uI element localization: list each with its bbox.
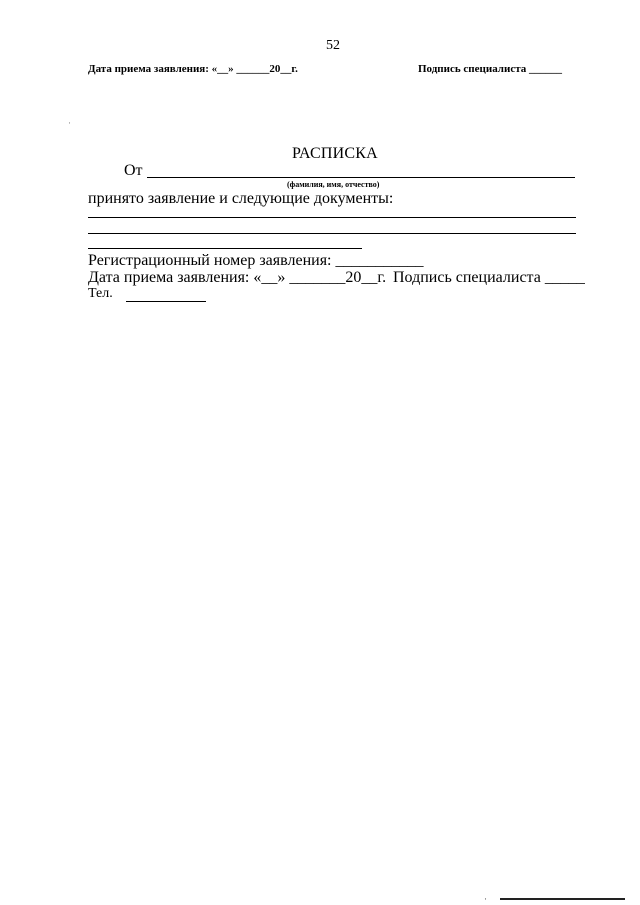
from-label: От: [124, 162, 143, 179]
from-name-line: [147, 177, 575, 178]
receipt-date-text: Дата приема заявления: «__» _______20__г.: [88, 269, 387, 286]
receipt-signature-text: Подпись специалиста _____: [393, 269, 585, 286]
header-signature-text: Подпись специалиста ______: [418, 63, 562, 75]
accepted-documents-label: принято заявление и следующие документы:: [88, 190, 394, 207]
bottom-scan-mark: [500, 898, 625, 900]
phone-line: [126, 301, 206, 302]
documents-line-1: [88, 217, 576, 218]
from-name-hint: (фамилия, имя, отчество): [287, 180, 380, 189]
margin-mark: ·: [68, 118, 71, 128]
page-number: 52: [326, 38, 340, 53]
documents-line-3: [88, 248, 362, 249]
documents-line-2: [88, 233, 576, 234]
receipt-title: РАСПИСКА: [292, 145, 378, 162]
bottom-scan-dot: ·: [484, 894, 487, 904]
phone-label: Тел.: [88, 286, 113, 301]
header-date-text: Дата приема заявления: «__» ______20__г.: [88, 63, 298, 75]
registration-number-text: Регистрационный номер заявления: ___________: [88, 252, 424, 269]
